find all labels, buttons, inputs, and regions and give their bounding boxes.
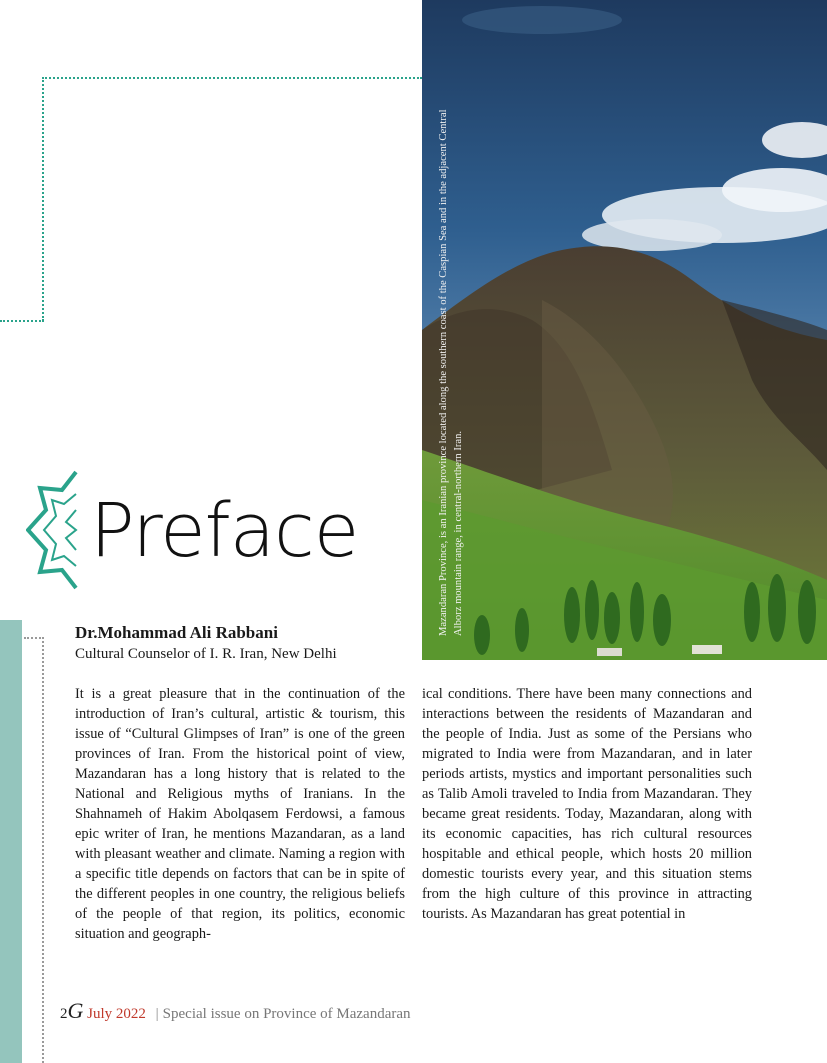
author-role: Cultural Counselor of I. R. Iran, New Delhi (75, 646, 337, 662)
photo-caption-text: Mazandaran Province, is an Iranian province located along the southern coast of the Caspian Sea and in the adjacent Central Alborz mountain range, in central-northern Iran. (438, 109, 464, 636)
side-color-bar (0, 620, 22, 1063)
body-column-2: ical conditions. There have been many connections and interactions between the residents of Mazandaran and the people of India. Just as some of the Persians who migrated to India were from Mazandaran, and in later periods artists, mystics and important personalities such as Talib Amoli traveled to India from Mazandaran. They became great residents. Today, Mazandaran, along with its economic capacities, has rich cultural resources hospitable and ethical people, which hosts 20 million domestic tourists every year, and this situation stems from the high culture of this province in attracting tourists. As Mazandaran has great potential in (422, 686, 752, 922)
author-name: Dr.Mohammad Ali Rabbani (75, 623, 278, 642)
lower-dotted-stub (24, 637, 44, 639)
lower-dotted-rule (42, 637, 44, 1063)
page-number: 2 (60, 1006, 68, 1022)
left-dotted-rule (42, 77, 44, 321)
star-ornament-icon (26, 470, 80, 590)
left-dotted-stub (0, 320, 44, 322)
issue-date: July 2022 (87, 1006, 146, 1022)
page-title: Preface (90, 488, 359, 574)
landscape-photo (422, 0, 827, 660)
body-column-1: It is a great pleasure that in the continuation of the introduction of Iran’s cultural, artistic & tourism, this issue of “Cultural Glimpses of Iran” is one of the green provinces of Iran. From the historical point of view, Mazandaran has a long history that is related to the National and Religious myths of Iranians. In the Shahnameh of Hakim Abolqasem Ferdowsi, a famous epic writer of Iran, he mentions Mazandaran, as a land with pleasant weather and climate. Naming a region with a specific title depends on factors that can be in spite of the different peoples in one country, the religious beliefs of the people of that region, its politics, economic situation and geograph- (75, 686, 405, 942)
magazine-logo-icon: G (67, 998, 84, 1023)
author-block (75, 622, 337, 664)
top-dotted-rule (42, 77, 422, 79)
footer-separator: | (155, 1006, 159, 1022)
page-footer (60, 1000, 411, 1025)
issue-title: Special issue on Province of Mazandaran (162, 1006, 411, 1022)
photo-caption (436, 96, 466, 636)
